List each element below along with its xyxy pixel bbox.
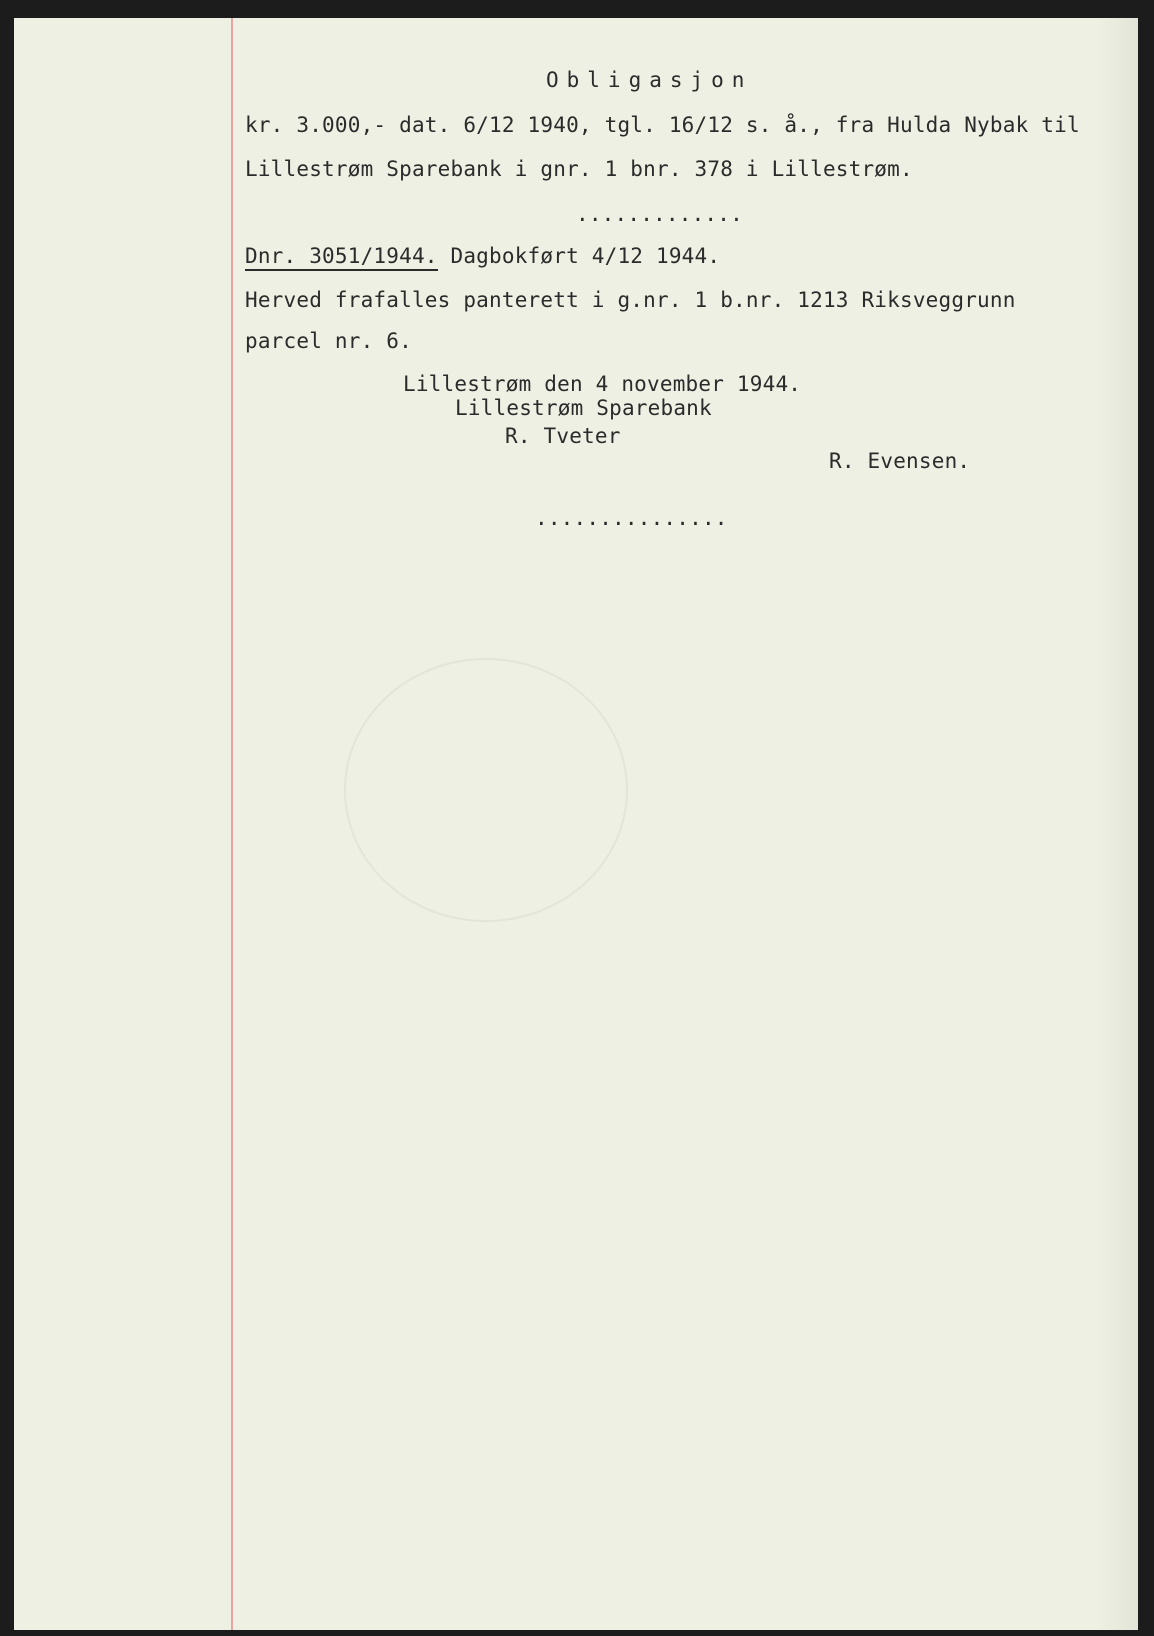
obligation-line-2: Lillestrøm Sparebank i gnr. 1 bnr. 378 i Lillestrøm. <box>245 157 913 181</box>
entry-number: Dnr. 3051/1944. <box>245 244 438 271</box>
signer-1: R. Tveter <box>505 424 621 448</box>
page-edge-shadow <box>1098 18 1138 1630</box>
body-line-2: parcel nr. 6. <box>245 329 412 353</box>
separator-dots-1: ............. <box>576 202 743 226</box>
place-date: Lillestrøm den 4 november 1944. <box>403 372 802 396</box>
document-title: Obligasjon <box>546 68 753 92</box>
separator-dots-2: ............... <box>535 506 728 530</box>
signer-2: R. Evensen. <box>829 449 971 473</box>
entry-line <box>245 246 720 267</box>
entry-registered: Dagbokført 4/12 1944. <box>450 244 721 268</box>
document-page <box>14 18 1138 1630</box>
obligation-line-1: kr. 3.000,- dat. 6/12 1940, tgl. 16/12 s. å., fra Hulda Nybak til <box>245 113 1080 137</box>
body-line-1: Herved frafalles panterett i g.nr. 1 b.nr. 1213 Riksveggrunn <box>245 288 1016 312</box>
bank-name: Lillestrøm Sparebank <box>455 396 712 420</box>
faint-stamp-mark <box>344 658 628 922</box>
red-margin-line <box>231 18 233 1630</box>
